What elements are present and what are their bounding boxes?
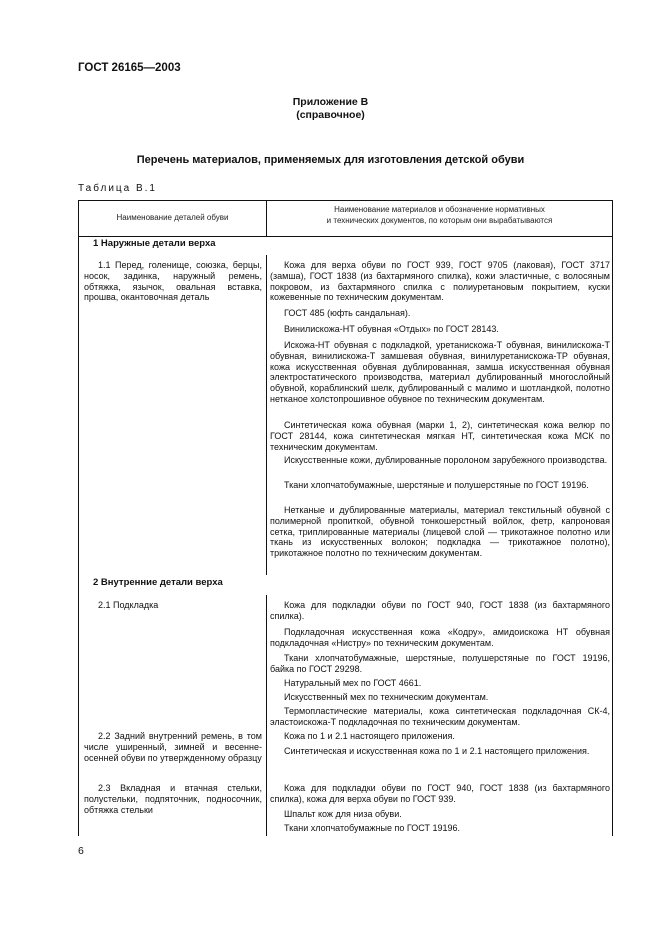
material-text: Натуральный мех по ГОСТ 4661.	[284, 678, 422, 688]
material-text: Нетканые и дублированные материалы, материал текстильный обувной с полимерной пропиткой, обувной тонкошерстный войлок, фетр, капроновая сетка, триплированные материалы (лицевой слой — трикотажное полотно или ткань из искусственных волокон; подкладка — трикотажное полотно), трикотажное полотно по техническим документам.	[270, 505, 610, 559]
material-text: Шпальт кож для низа обуви.	[284, 809, 402, 819]
table-header-rule	[78, 236, 613, 237]
table-caption: Таблица В.1	[78, 183, 157, 194]
part-name: 1.1 Перед, голенище, союзка, берцы, носок, задинка, наружный ремень, обтяжка, язычок, овальная вставка, прошва, окантовочная деталь	[84, 260, 262, 303]
material-text: Кожа для подкладки обуви по ГОСТ 940, ГОСТ 1838 (из бахтармяного спилка), кожа для верха обуви по ГОСТ 939.	[270, 783, 610, 804]
material-text: Кожа для верха обуви по ГОСТ 939, ГОСТ 9705 (лаковая), ГОСТ 3717 (замша), ГОСТ 1838 (из бахтармяного спилка), кожи эластичные, с волосяным покровом, из бахтармяного спилка с полиуретановым покрытием, куски кожевенные по техническим документам.	[270, 260, 610, 303]
material-text: Искожа-НТ обувная с подкладкой, уретанискожа-Т обувная, винилискожа-Т обувная, винилискожа-Т замшевая обувная, винилуретанискожа-ТР обувная, кожа искусственная обувная дублированная, замша искусственная обувная электростатического производства, материал дублированный многослойный обувной, кораблинский шелк, дублированный с малимо и шотландкой, полотно нетканое холстопрошивное обувное по техническим документам.	[270, 340, 610, 404]
material-text: ГОСТ 485 (юфть сандальная).	[284, 308, 411, 318]
document-header: ГОСТ 26165—2003	[78, 62, 181, 74]
material-text: Ткани хлопчатобумажные, шерстяные, полушерстяные по ГОСТ 19196, байка по ГОСТ 29298.	[270, 653, 610, 674]
material-text: Винилискожа-НТ обувная «Отдых» по ГОСТ 28143.	[284, 324, 499, 334]
col2-header-line1: Наименование материалов и обозначение нормативных	[334, 205, 545, 214]
section-title: 2 Внутренние детали верха	[93, 577, 223, 588]
page-number: 6	[78, 845, 84, 857]
table-divider	[266, 595, 267, 836]
appendix-title: Приложение В	[292, 96, 369, 108]
material-text: Кожа по 1 и 2.1 настоящего приложения.	[284, 731, 455, 741]
material-text: Искусственный мех по техническим документам.	[284, 692, 489, 702]
material-text: Термопластические материалы, кожа синтетическая подкладочная СК-4, эластоискожа-Т подкладочная по техническим документам.	[270, 706, 610, 727]
material-text: Синтетическая и искусственная кожа по 1 и 2.1 настоящего приложения.	[284, 746, 590, 756]
material-text: Синтетическая кожа обувная (марки 1, 2), синтетическая кожа велюр по ГОСТ 28144, кожа синтетическая мягкая НТ, синтетическая кожа МСК по техническим документам.	[270, 420, 610, 452]
appendix-subtitle: (справочное)	[296, 109, 365, 121]
material-text: Кожа для подкладки обуви по ГОСТ 940, ГОСТ 1838 (из бахтармяного спилка).	[270, 600, 610, 621]
section-title: 1 Наружные детали верха	[93, 238, 216, 249]
table-divider	[266, 200, 267, 236]
material-text: Ткани хлопчатобумажные, шерстяные и полушерстяные по ГОСТ 19196.	[284, 480, 589, 490]
material-text: Искусственные кожи, дублированные поролоном зарубежного производства.	[284, 455, 608, 465]
col1-header: Наименование деталей обуви	[116, 213, 229, 222]
part-name: 2.1 Подкладка	[98, 600, 159, 610]
material-text: Подкладочная искусственная кожа «Кодру», амидоискожа НТ обувная подкладочная «Нистру» по техническим документам.	[270, 627, 610, 648]
col2-header-line2: и технических документов, по которым они вырабатываются	[326, 216, 553, 225]
part-name: 2.2 Задний внутренний ремень, в том числе уширенный, зимней и весенне-осенней обуви по утвержденному образцу	[84, 731, 262, 763]
table-divider	[266, 255, 267, 575]
document-title: Перечень материалов, применяемых для изготовления детской обуви	[136, 154, 525, 166]
part-name: 2.3 Вкладная и втачная стельки, полустельки, подпяточник, подносочник, обтяжка стельки	[84, 783, 262, 815]
material-text: Ткани хлопчатобумажные по ГОСТ 19196.	[284, 823, 460, 833]
